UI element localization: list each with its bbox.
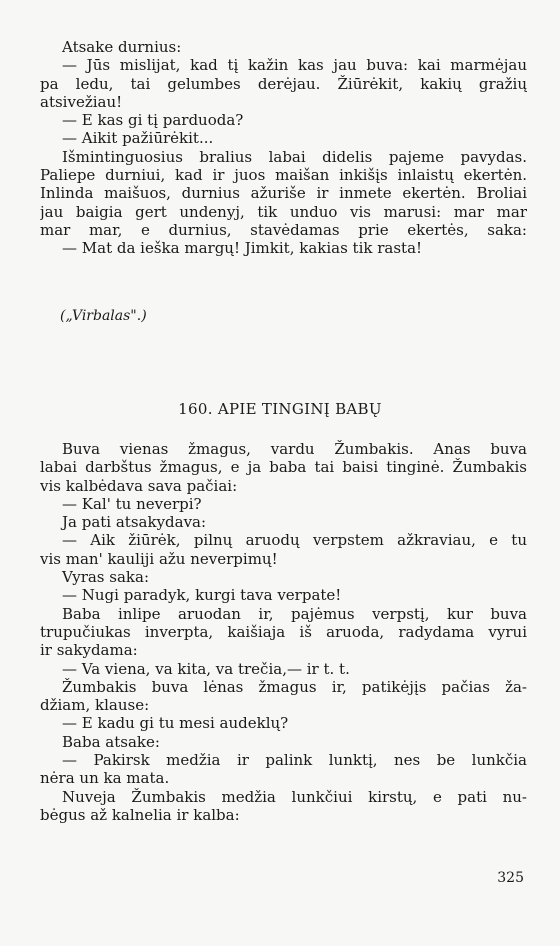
text-line: nėra un ka mata. bbox=[40, 769, 170, 788]
text-line: — Va viena, va kita, va trečia,— ir t. t. bbox=[62, 659, 350, 678]
text-line: Nuveja Žumbakis medžia lunkčiui kirstų, e pati nu- bbox=[62, 787, 527, 806]
text-line: ir sakydama: bbox=[40, 641, 138, 660]
text-line: Atsake durnius: bbox=[62, 38, 182, 56]
text-line: bėgus až kalnelia ir kalba: bbox=[40, 805, 240, 824]
text-line: — Aik žiūrėk, pilnų aruodų verpstem ažkraviau, e tu bbox=[62, 531, 527, 550]
story-heading: 160. APIE TINGINĮ BABŲ bbox=[178, 400, 382, 418]
text-line: mar mar, e durnius, stavėdamas prie ekertės, saka: bbox=[40, 220, 527, 239]
top-text-block bbox=[40, 38, 527, 258]
text-line: Inlinda maišuos, durnius ažuriše ir inmete ekertėn. Broliai bbox=[40, 184, 527, 203]
text-line: trupučiukas inverpta, kaišiaja iš aruoda, radydama vyrui bbox=[40, 622, 527, 641]
text-line: — Aikit pažiūrėkit... bbox=[62, 129, 214, 148]
text-line: Vyras saka: bbox=[62, 568, 150, 587]
text-line: Paliepe durniui, kad ir juos maišan inkišįs inlaistų ekertėn. bbox=[40, 166, 527, 185]
text-line: Baba atsake: bbox=[62, 732, 160, 751]
text-line: labai darbštus žmagus, e ja baba tai baisi tinginė. Žumbakis bbox=[40, 458, 527, 477]
text-line: Ja pati atsakydava: bbox=[62, 513, 207, 532]
text-line: — Mat da ieška margų! Jimkit, kakias tik rasta! bbox=[62, 239, 423, 258]
text-line: džiam, klause: bbox=[40, 696, 150, 715]
story-text-block bbox=[40, 440, 527, 824]
page-number: 325 bbox=[497, 870, 524, 886]
text-line: — Nugi paradyk, kurgi tava verpate! bbox=[62, 586, 342, 605]
text-line: vis man' kauliji ažu neverpimų! bbox=[40, 549, 278, 568]
text-line: Išmintinguosius bralius labai didelis pajeme pavydas. bbox=[62, 147, 527, 166]
text-line: — E kadu gi tu mesi audeklų? bbox=[62, 714, 289, 733]
text-line: pa ledu, tai gelumbes derėjau. Žiūrėkit, kakių gražių bbox=[40, 74, 527, 93]
text-line: vis kalbėdava sava pačiai: bbox=[40, 476, 238, 495]
text-line: — Kal' tu neverpi? bbox=[62, 494, 202, 513]
text-line: atsivežiau! bbox=[40, 92, 123, 111]
text-line: — Jūs mislijat, kad tį kažin kas jau buva: kai marmėjau bbox=[62, 56, 527, 75]
text-line: jau baigia gert undenyj, tik unduo vis marusi: mar mar bbox=[40, 202, 527, 221]
source-note: („Virbalas".) bbox=[60, 308, 147, 324]
text-line: — Pakirsk medžia ir palink lunktį, nes be lunkčia bbox=[62, 751, 527, 770]
text-line: Žumbakis buva lėnas žmagus ir, patikėjįs pačias ža- bbox=[62, 677, 527, 696]
text-line: — E kas gi tį parduoda? bbox=[62, 111, 244, 130]
text-line: Buva vienas žmagus, vardu Žumbakis. Anas buva bbox=[62, 440, 527, 458]
text-line: Baba inlipe aruodan ir, pajėmus verpstį, kur buva bbox=[62, 604, 527, 623]
